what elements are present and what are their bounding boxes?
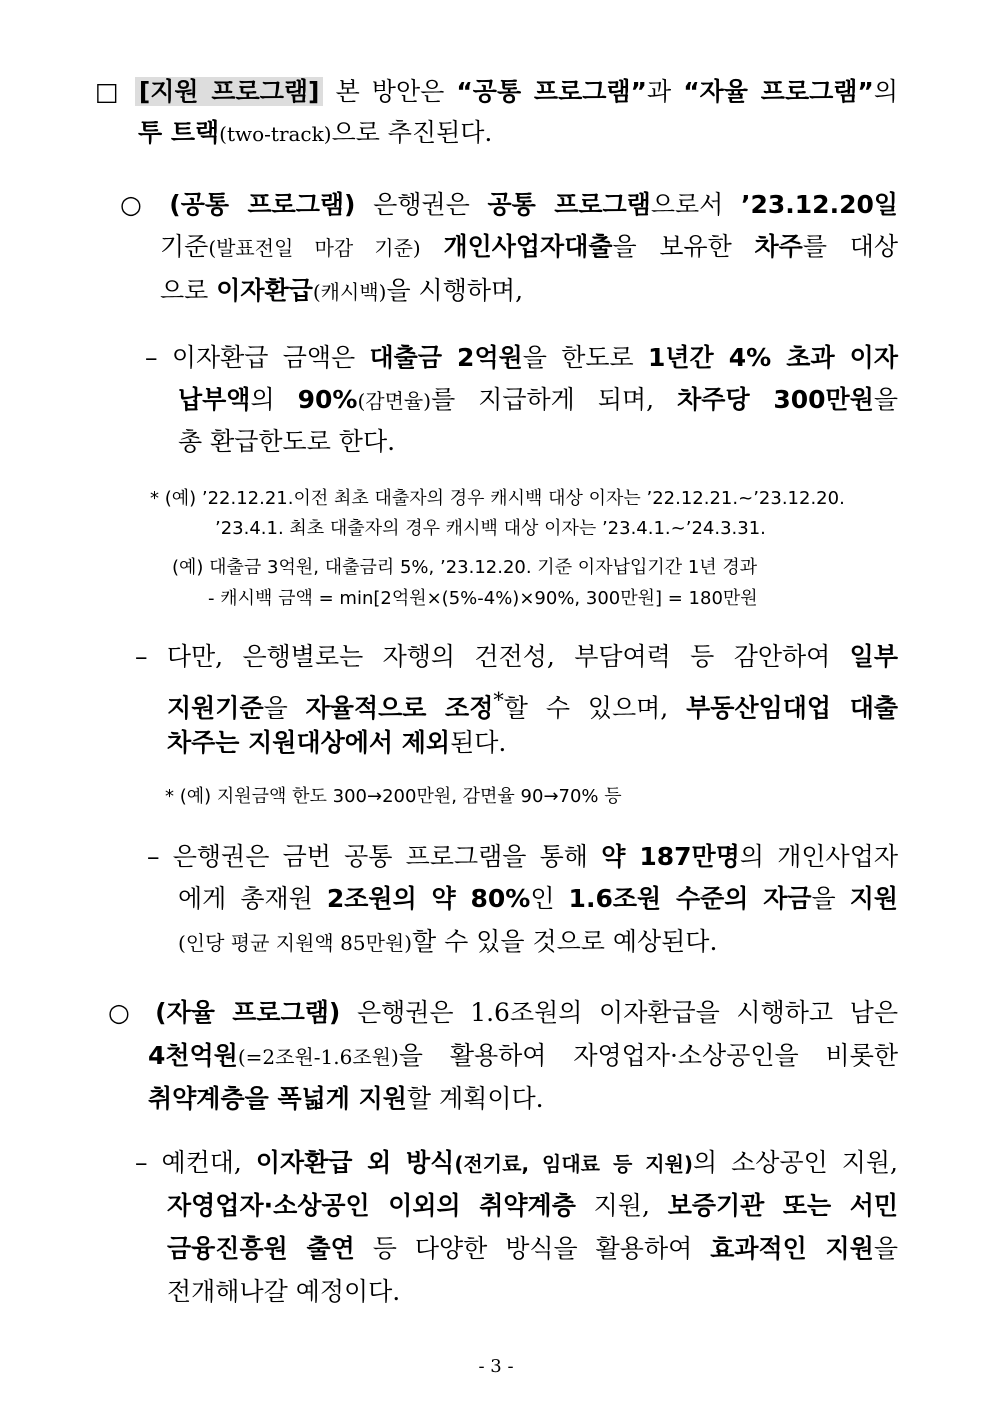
dash3-line-1 [147,840,898,874]
paren-text: (=2조원-1.6조원) [237,1045,399,1069]
dash1-line-3 [178,425,395,459]
bold-text: 1.6조원 수준의 자금 [568,884,812,913]
bold-text: 이자환급 [216,276,313,305]
dash2-line-3 [167,726,506,760]
bold-text: 이자환급 외 방식 [255,1148,455,1177]
text: 을 [811,884,836,913]
autonomous-line-1 [108,996,898,1030]
dash-icon: – [145,343,158,372]
text: 으로서 [650,190,724,219]
bold-text: 지원 [849,884,899,913]
text: 지원, [593,1191,650,1220]
footnote-marker: * [493,688,504,712]
footnote: * (예) ’22.12.21.이전 최초 대출자의 경우 캐시백 대상 이자는 ’22.12.21.~’23.12.20. [150,488,845,509]
text: 은행권은 금번 공통 프로그램을 통해 [172,842,588,871]
dash-icon: – [135,1148,148,1177]
text: 할 수 있을 것으로 예상된다. [412,927,718,956]
bold-text: 부동산임대업 대출 [686,693,899,723]
text: 의 소상공인 지원, [693,1148,898,1177]
text: 의 개인사업자 [739,842,898,871]
text: 예컨대, [161,1148,242,1177]
bold-text: 투 트랙 [138,118,220,147]
dash2-line-1 [135,640,898,674]
text: 할 수 있으며, [503,693,669,723]
text: 을 [873,1234,899,1263]
bold-text: 차주 [754,232,803,261]
bold-text: 1년간 4% 초과 이자 [648,343,898,372]
bold-text: 자율적으로 조정 [305,693,494,723]
text: 에게 총재원 [178,884,313,913]
text: 을 활용하여 자영업자·소상공인을 비롯한 [398,1041,898,1070]
dash4-line-1 [135,1146,898,1181]
bold-text: 대출금 2억원 [369,343,523,372]
dash4-line-2 [167,1189,898,1223]
paren-text: (발표전일 마감 기준) [208,236,421,260]
paren-text: (인당 평균 지원액 85만원) [178,931,413,955]
bold-text: 납부액 [178,385,251,414]
dash-icon: – [135,642,148,671]
text: 을 한도로 [522,343,634,372]
text: 은행권은 [373,190,470,219]
bullet-icon: ○ [108,998,139,1027]
section-heading: [지원 프로그램] [135,77,324,106]
page-number: - 3 - [478,1356,514,1377]
text: 이자환급 금액은 [171,343,356,372]
dash1-line-2 [178,383,898,418]
bold-text: “공통 프로그램” [456,77,647,106]
text: 할 계획이다. [406,1084,544,1113]
paren-text: (감면율) [357,389,432,413]
bold-text: 자영업자·소상공인 이외의 취약계층 [167,1191,576,1220]
intro-line-1 [95,75,898,109]
bold-text: “자율 프로그램” [683,77,874,106]
paren-text: (two-track) [219,122,332,146]
checkbox-icon: □ [95,77,123,106]
bold-text: 보증기관 또는 서민 [667,1191,899,1220]
dash4-line-3 [167,1232,898,1266]
bold-text: 일부 [849,642,898,671]
footnote: ’23.4.1. 최초 대출자의 경우 캐시백 대상 이자는 ’23.4.1.~’24.3.31. [215,518,766,539]
bold-text: 2조원의 약 80% [326,884,531,913]
text: 인 [530,884,555,913]
bold-text: 금융진흥원 출연 [167,1234,355,1263]
intro-line-2 [138,116,492,151]
dash2-line-2 [167,683,898,725]
bold-text: 개인사업자대출 [443,232,613,261]
bold-text: 약 187만명 [601,842,740,871]
bold-text: 취약계층을 폭넓게 지원 [148,1084,407,1113]
text: 된다. [450,728,507,757]
text: 를 대상 [802,232,898,261]
text: 기준 [160,232,209,261]
subsection-heading: (자율 프로그램) [155,998,341,1027]
text: 의 [873,77,898,106]
text: 으로 추진된다. [331,118,493,147]
text: 과 [646,77,672,106]
subsection-heading: (공통 프로그램) [169,190,356,219]
text: 을 시행하며, [386,276,524,305]
dash3-line-2 [178,882,898,916]
footnote: * (예) 지원금액 한도 300→200만원, 감면율 90→70% 등 [165,786,622,807]
bold-text: 90% [297,385,358,414]
dash4-line-4 [167,1275,400,1309]
paren-text: (캐시백) [312,280,387,304]
text: 으로 [160,276,209,305]
bold-text: 차주는 지원대상에서 제외 [167,728,451,757]
bold-text: 차주당 300만원 [677,385,874,414]
text: 의 [250,385,275,414]
dash3-line-3 [178,925,717,960]
bold-text: 지원기준 [167,693,264,723]
common-line-2 [160,230,898,265]
bold-text: 공통 프로그램 [487,190,651,219]
common-line-3 [160,274,523,309]
bold-text: 효과적인 지원 [710,1234,874,1263]
autonomous-line-3 [148,1082,544,1116]
text: 등 다양한 방식을 활용하여 [372,1234,693,1263]
footnote: - 캐시백 금액 = min[2억원×(5%-4%)×90%, 300만원] = 180만원 [208,588,758,609]
common-line-1 [120,188,898,222]
dash1-line-1 [145,341,898,375]
footnote: (예) 대출금 3억원, 대출금리 5%, ’23.12.20. 기준 이자납입기간 1년 경과 [172,557,758,578]
text: 를 지급하게 되며, [431,385,655,414]
bold-text: 4천억원 [148,1041,238,1070]
text: 을 [873,385,899,414]
autonomous-line-2 [148,1039,898,1074]
text: 다만, 은행별로는 자행의 건전성, 부담여력 등 감안하여 [166,642,831,671]
text: 을 보유한 [612,232,732,261]
text: 을 [263,693,288,723]
dash-icon: – [147,842,160,871]
bold-text: ’23.12.20일 [741,190,899,219]
text: 본 방안은 [335,77,445,106]
text: 전개해나갈 예정이다. [167,1277,401,1306]
bold-text: (전기료, 임대료 등 지원) [454,1152,694,1176]
text: 은행권은 1.6조원의 이자환급을 시행하고 남은 [356,998,898,1027]
bullet-icon: ○ [120,190,152,219]
text: 총 환급한도로 한다. [178,427,396,456]
